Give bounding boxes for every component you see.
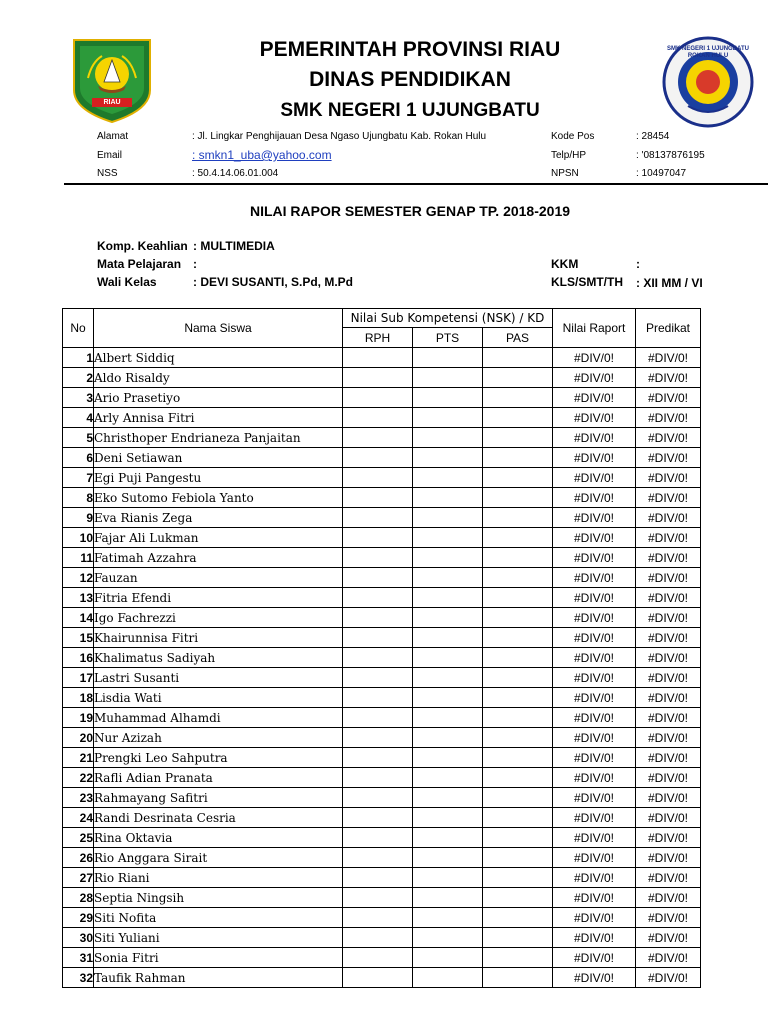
- pts-cell: [413, 768, 483, 788]
- student-name: Rio Anggara Sirait: [94, 848, 343, 868]
- header-line-2: DINAS PENDIDIKAN: [309, 68, 511, 91]
- rph-cell: [343, 388, 413, 408]
- table-row: [63, 728, 701, 748]
- npsn-label: NPSN: [551, 168, 579, 179]
- pts-cell: [413, 728, 483, 748]
- student-name: Fauzan: [94, 568, 343, 588]
- table-row: [63, 908, 701, 928]
- wali-value: : DEVI SUSANTI, S.Pd, M.Pd: [193, 275, 354, 289]
- nilai-raport-cell: #DIV/0!: [553, 748, 636, 768]
- pts-cell: [413, 928, 483, 948]
- table-row: [63, 428, 701, 448]
- row-number: 28: [63, 888, 94, 908]
- row-number: 14: [63, 608, 94, 628]
- student-name: Siti Yuliani: [94, 928, 343, 948]
- header-divider: [64, 183, 768, 185]
- predikat-cell: #DIV/0!: [636, 848, 701, 868]
- student-name: Khalimatus Sadiyah: [94, 648, 343, 668]
- pas-cell: [483, 408, 553, 428]
- student-name: Rio Riani: [94, 868, 343, 888]
- report-title: NILAI RAPOR SEMESTER GENAP TP. 2018-2019: [249, 203, 571, 219]
- rph-cell: [343, 828, 413, 848]
- row-number: 12: [63, 568, 94, 588]
- student-name: Taufik Rahman: [94, 968, 343, 988]
- rph-cell: [343, 568, 413, 588]
- table-row: [63, 748, 701, 768]
- pas-cell: [483, 688, 553, 708]
- predikat-cell: #DIV/0!: [636, 908, 701, 928]
- row-number: 30: [63, 928, 94, 948]
- pts-cell: [413, 448, 483, 468]
- predikat-cell: #DIV/0!: [636, 668, 701, 688]
- nilai-raport-cell: #DIV/0!: [553, 888, 636, 908]
- nss-value: : 50.4.14.06.01.004: [192, 168, 279, 179]
- table-row: [63, 348, 701, 368]
- student-name: Muhammad Alhamdi: [94, 708, 343, 728]
- alamat-value: : Jl. Lingkar Penghijauan Desa Ngaso Ujungbatu Kab. Rokan Hulu: [192, 131, 487, 142]
- rph-cell: [343, 688, 413, 708]
- telp-label: Telp/HP: [551, 150, 587, 161]
- rph-cell: [343, 848, 413, 868]
- mapel-value: :: [193, 257, 197, 271]
- rph-cell: [343, 768, 413, 788]
- pas-cell: [483, 668, 553, 688]
- row-number: 29: [63, 908, 94, 928]
- kodepos-value: : 28454: [636, 131, 670, 142]
- nilai-raport-cell: #DIV/0!: [553, 948, 636, 968]
- row-number: 23: [63, 788, 94, 808]
- pas-cell: [483, 468, 553, 488]
- rph-cell: [343, 588, 413, 608]
- row-number: 3: [63, 388, 94, 408]
- row-number: 32: [63, 968, 94, 988]
- rph-cell: [343, 708, 413, 728]
- pts-cell: [413, 608, 483, 628]
- rph-cell: [343, 648, 413, 668]
- pts-cell: [413, 528, 483, 548]
- nilai-raport-cell: #DIV/0!: [553, 928, 636, 948]
- nilai-raport-cell: #DIV/0!: [553, 428, 636, 448]
- pts-cell: [413, 948, 483, 968]
- student-name: Rafli Adian Pranata: [94, 768, 343, 788]
- predikat-cell: #DIV/0!: [636, 388, 701, 408]
- table-row: [63, 628, 701, 648]
- predikat-cell: #DIV/0!: [636, 708, 701, 728]
- row-number: 1: [63, 348, 94, 368]
- table-row: [63, 708, 701, 728]
- rph-cell: [343, 408, 413, 428]
- row-number: 2: [63, 368, 94, 388]
- rph-cell: [343, 948, 413, 968]
- predikat-cell: #DIV/0!: [636, 948, 701, 968]
- student-name: Nur Azizah: [94, 728, 343, 748]
- row-number: 15: [63, 628, 94, 648]
- rph-cell: [343, 468, 413, 488]
- email-value[interactable]: [192, 148, 332, 162]
- row-number: 8: [63, 488, 94, 508]
- nilai-raport-cell: #DIV/0!: [553, 728, 636, 748]
- rph-cell: [343, 968, 413, 988]
- pas-cell: [483, 348, 553, 368]
- table-row: [63, 848, 701, 868]
- rph-cell: [343, 628, 413, 648]
- row-number: 26: [63, 848, 94, 868]
- pts-cell: [413, 568, 483, 588]
- col-header-nilai-raport: Nilai Raport: [553, 309, 636, 348]
- pas-cell: [483, 868, 553, 888]
- table-row: [63, 608, 701, 628]
- row-number: 16: [63, 648, 94, 668]
- rph-cell: [343, 488, 413, 508]
- email-label: Email: [97, 150, 123, 161]
- pas-cell: [483, 808, 553, 828]
- pts-cell: [413, 368, 483, 388]
- nilai-raport-cell: #DIV/0!: [553, 968, 636, 988]
- pas-cell: [483, 788, 553, 808]
- student-name: Septia Ningsih: [94, 888, 343, 908]
- predikat-cell: #DIV/0!: [636, 808, 701, 828]
- rph-cell: [343, 428, 413, 448]
- mapel-label: Mata Pelajaran: [97, 257, 182, 271]
- pas-cell: [483, 428, 553, 448]
- predikat-cell: #DIV/0!: [636, 788, 701, 808]
- nilai-raport-cell: #DIV/0!: [553, 828, 636, 848]
- predikat-cell: #DIV/0!: [636, 468, 701, 488]
- pts-cell: [413, 788, 483, 808]
- table-row: [63, 808, 701, 828]
- student-name: Rahmayang Safitri: [94, 788, 343, 808]
- nilai-raport-cell: #DIV/0!: [553, 768, 636, 788]
- row-number: 25: [63, 828, 94, 848]
- row-number: 5: [63, 428, 94, 448]
- predikat-cell: #DIV/0!: [636, 648, 701, 668]
- col-header-nama: Nama Siswa: [94, 309, 343, 348]
- rph-cell: [343, 808, 413, 828]
- nilai-raport-cell: #DIV/0!: [553, 488, 636, 508]
- table-row: [63, 688, 701, 708]
- rph-cell: [343, 548, 413, 568]
- predikat-cell: #DIV/0!: [636, 488, 701, 508]
- rph-cell: [343, 508, 413, 528]
- pas-cell: [483, 368, 553, 388]
- student-name: Fitria Efendi: [94, 588, 343, 608]
- student-name: Eko Sutomo Febiola Yanto: [94, 488, 343, 508]
- table-row: [63, 408, 701, 428]
- pas-cell: [483, 528, 553, 548]
- col-header-pts: PTS: [413, 328, 483, 348]
- table-row: [63, 888, 701, 908]
- student-name: Prengki Leo Sahputra: [94, 748, 343, 768]
- pts-cell: [413, 588, 483, 608]
- nilai-raport-cell: #DIV/0!: [553, 588, 636, 608]
- student-name: Fatimah Azzahra: [94, 548, 343, 568]
- nilai-raport-cell: #DIV/0!: [553, 848, 636, 868]
- rph-cell: [343, 528, 413, 548]
- grades-table-body: [63, 348, 701, 988]
- student-name: Siti Nofita: [94, 908, 343, 928]
- pts-cell: [413, 388, 483, 408]
- nilai-raport-cell: #DIV/0!: [553, 388, 636, 408]
- student-name: Deni Setiawan: [94, 448, 343, 468]
- pas-cell: [483, 608, 553, 628]
- nilai-raport-cell: #DIV/0!: [553, 568, 636, 588]
- predikat-cell: #DIV/0!: [636, 968, 701, 988]
- row-number: 31: [63, 948, 94, 968]
- pas-cell: [483, 588, 553, 608]
- nilai-raport-cell: #DIV/0!: [553, 368, 636, 388]
- student-name: Igo Fachrezzi: [94, 608, 343, 628]
- nilai-raport-cell: #DIV/0!: [553, 348, 636, 368]
- predikat-cell: #DIV/0!: [636, 628, 701, 648]
- pas-cell: [483, 948, 553, 968]
- predikat-cell: #DIV/0!: [636, 548, 701, 568]
- row-number: 22: [63, 768, 94, 788]
- table-row: [63, 528, 701, 548]
- pas-cell: [483, 648, 553, 668]
- predikat-cell: #DIV/0!: [636, 368, 701, 388]
- nilai-raport-cell: #DIV/0!: [553, 648, 636, 668]
- col-header-rph: RPH: [343, 328, 413, 348]
- student-name: Khairunnisa Fitri: [94, 628, 343, 648]
- nilai-raport-cell: #DIV/0!: [553, 668, 636, 688]
- telp-value: : '08137876195: [636, 150, 705, 161]
- row-number: 18: [63, 688, 94, 708]
- predikat-cell: #DIV/0!: [636, 508, 701, 528]
- row-number: 6: [63, 448, 94, 468]
- kls-label: KLS/SMT/TH: [551, 275, 623, 289]
- student-name: Lisdia Wati: [94, 688, 343, 708]
- header-line-3: SMK NEGERI 1 UJUNGBATU: [280, 100, 540, 121]
- table-row: [63, 468, 701, 488]
- table-row: [63, 928, 701, 948]
- pts-cell: [413, 848, 483, 868]
- row-number: 19: [63, 708, 94, 728]
- predikat-cell: #DIV/0!: [636, 588, 701, 608]
- rph-cell: [343, 908, 413, 928]
- rph-cell: [343, 668, 413, 688]
- table-row: [63, 948, 701, 968]
- nilai-raport-cell: #DIV/0!: [553, 468, 636, 488]
- predikat-cell: #DIV/0!: [636, 828, 701, 848]
- predikat-cell: #DIV/0!: [636, 928, 701, 948]
- nilai-raport-cell: #DIV/0!: [553, 688, 636, 708]
- row-number: 10: [63, 528, 94, 548]
- nilai-raport-cell: #DIV/0!: [553, 908, 636, 928]
- logo-left-caption: RIAU: [103, 99, 121, 106]
- pts-cell: [413, 888, 483, 908]
- table-row: [63, 868, 701, 888]
- pas-cell: [483, 748, 553, 768]
- predikat-cell: #DIV/0!: [636, 448, 701, 468]
- predikat-cell: #DIV/0!: [636, 688, 701, 708]
- pts-cell: [413, 548, 483, 568]
- pts-cell: [413, 668, 483, 688]
- nilai-raport-cell: #DIV/0!: [553, 708, 636, 728]
- col-header-nsk: Nilai Sub Kompetensi (NSK) / KD: [343, 309, 553, 328]
- pas-cell: [483, 828, 553, 848]
- nilai-raport-cell: #DIV/0!: [553, 628, 636, 648]
- pts-cell: [413, 828, 483, 848]
- rph-cell: [343, 788, 413, 808]
- table-row: [63, 368, 701, 388]
- table-row: [63, 788, 701, 808]
- pts-cell: [413, 428, 483, 448]
- kkm-label: KKM: [551, 257, 579, 271]
- table-row: [63, 828, 701, 848]
- pts-cell: [413, 488, 483, 508]
- pts-cell: [413, 648, 483, 668]
- table-row: [63, 588, 701, 608]
- pts-cell: [413, 628, 483, 648]
- rph-cell: [343, 728, 413, 748]
- row-number: 11: [63, 548, 94, 568]
- pas-cell: [483, 628, 553, 648]
- pts-cell: [413, 348, 483, 368]
- student-name: Eva Rianis Zega: [94, 508, 343, 528]
- pts-cell: [413, 908, 483, 928]
- row-number: 21: [63, 748, 94, 768]
- nilai-raport-cell: #DIV/0!: [553, 548, 636, 568]
- pas-cell: [483, 908, 553, 928]
- student-name: Egi Puji Pangestu: [94, 468, 343, 488]
- rph-cell: [343, 928, 413, 948]
- komp-label: Komp. Keahlian: [97, 239, 188, 253]
- pas-cell: [483, 448, 553, 468]
- predikat-cell: #DIV/0!: [636, 768, 701, 788]
- pas-cell: [483, 928, 553, 948]
- kls-value: : XII MM / VI: [636, 276, 703, 290]
- student-name: Lastri Susanti: [94, 668, 343, 688]
- pts-cell: [413, 808, 483, 828]
- predikat-cell: #DIV/0!: [636, 568, 701, 588]
- table-row: [63, 508, 701, 528]
- nilai-raport-cell: #DIV/0!: [553, 868, 636, 888]
- pas-cell: [483, 548, 553, 568]
- nilai-raport-cell: #DIV/0!: [553, 448, 636, 468]
- rph-cell: [343, 868, 413, 888]
- nilai-raport-cell: #DIV/0!: [553, 608, 636, 628]
- row-number: 27: [63, 868, 94, 888]
- table-row: [63, 968, 701, 988]
- pts-cell: [413, 748, 483, 768]
- student-name: Fajar Ali Lukman: [94, 528, 343, 548]
- row-number: 9: [63, 508, 94, 528]
- student-name: Arly Annisa Fitri: [94, 408, 343, 428]
- predikat-cell: #DIV/0!: [636, 888, 701, 908]
- col-header-pas: PAS: [483, 328, 553, 348]
- predikat-cell: #DIV/0!: [636, 348, 701, 368]
- pts-cell: [413, 688, 483, 708]
- header-line-1: PEMERINTAH PROVINSI RIAU: [259, 38, 561, 61]
- pas-cell: [483, 888, 553, 908]
- student-name: Randi Desrinata Cesria: [94, 808, 343, 828]
- rph-cell: [343, 448, 413, 468]
- pas-cell: [483, 388, 553, 408]
- table-row: [63, 648, 701, 668]
- table-row: [63, 548, 701, 568]
- student-name: Aldo Risaldy: [94, 368, 343, 388]
- predikat-cell: #DIV/0!: [636, 728, 701, 748]
- row-number: 20: [63, 728, 94, 748]
- nilai-raport-cell: #DIV/0!: [553, 508, 636, 528]
- pts-cell: [413, 508, 483, 528]
- rph-cell: [343, 748, 413, 768]
- pas-cell: [483, 768, 553, 788]
- pts-cell: [413, 708, 483, 728]
- kkm-value: :: [636, 257, 640, 271]
- npsn-value: : 10497047: [636, 168, 687, 179]
- predikat-cell: #DIV/0!: [636, 748, 701, 768]
- pts-cell: [413, 868, 483, 888]
- table-row: [63, 388, 701, 408]
- predikat-cell: #DIV/0!: [636, 868, 701, 888]
- student-name: Rina Oktavia: [94, 828, 343, 848]
- row-number: 24: [63, 808, 94, 828]
- nilai-raport-cell: #DIV/0!: [553, 808, 636, 828]
- student-name: Christhoper Endrianeza Panjaitan: [94, 428, 343, 448]
- table-row: [63, 568, 701, 588]
- rph-cell: [343, 888, 413, 908]
- nilai-raport-cell: #DIV/0!: [553, 788, 636, 808]
- predikat-cell: #DIV/0!: [636, 528, 701, 548]
- predikat-cell: #DIV/0!: [636, 428, 701, 448]
- pas-cell: [483, 708, 553, 728]
- table-row: [63, 768, 701, 788]
- student-name: Ario Prasetiyo: [94, 388, 343, 408]
- pts-cell: [413, 408, 483, 428]
- student-name: Sonia Fitri: [94, 948, 343, 968]
- col-header-no: No: [63, 309, 94, 348]
- pas-cell: [483, 968, 553, 988]
- row-number: 17: [63, 668, 94, 688]
- pts-cell: [413, 968, 483, 988]
- komp-value: : MULTIMEDIA: [193, 239, 275, 253]
- predikat-cell: #DIV/0!: [636, 608, 701, 628]
- table-row: [63, 668, 701, 688]
- pas-cell: [483, 568, 553, 588]
- table-row: [63, 488, 701, 508]
- grades-table: [62, 308, 701, 988]
- logo-right-caption: SMK NEGERI 1 UJUNGBATU ROKAN HULU: [667, 46, 749, 59]
- row-number: 13: [63, 588, 94, 608]
- table-row: [63, 448, 701, 468]
- nilai-raport-cell: #DIV/0!: [553, 408, 636, 428]
- alamat-label: Alamat: [97, 131, 129, 142]
- rph-cell: [343, 368, 413, 388]
- rph-cell: [343, 608, 413, 628]
- col-header-predikat: Predikat: [636, 309, 701, 348]
- nilai-raport-cell: #DIV/0!: [553, 528, 636, 548]
- nss-label: NSS: [97, 168, 118, 179]
- row-number: 7: [63, 468, 94, 488]
- wali-label: Wali Kelas: [97, 275, 157, 289]
- pas-cell: [483, 848, 553, 868]
- pas-cell: [483, 508, 553, 528]
- kodepos-label: Kode Pos: [551, 131, 595, 142]
- pts-cell: [413, 468, 483, 488]
- pas-cell: [483, 728, 553, 748]
- pas-cell: [483, 488, 553, 508]
- email-link[interactable]: : smkn1_uba@yahoo.com: [192, 148, 332, 162]
- predikat-cell: #DIV/0!: [636, 408, 701, 428]
- student-name: Albert Siddiq: [94, 348, 343, 368]
- row-number: 4: [63, 408, 94, 428]
- rph-cell: [343, 348, 413, 368]
